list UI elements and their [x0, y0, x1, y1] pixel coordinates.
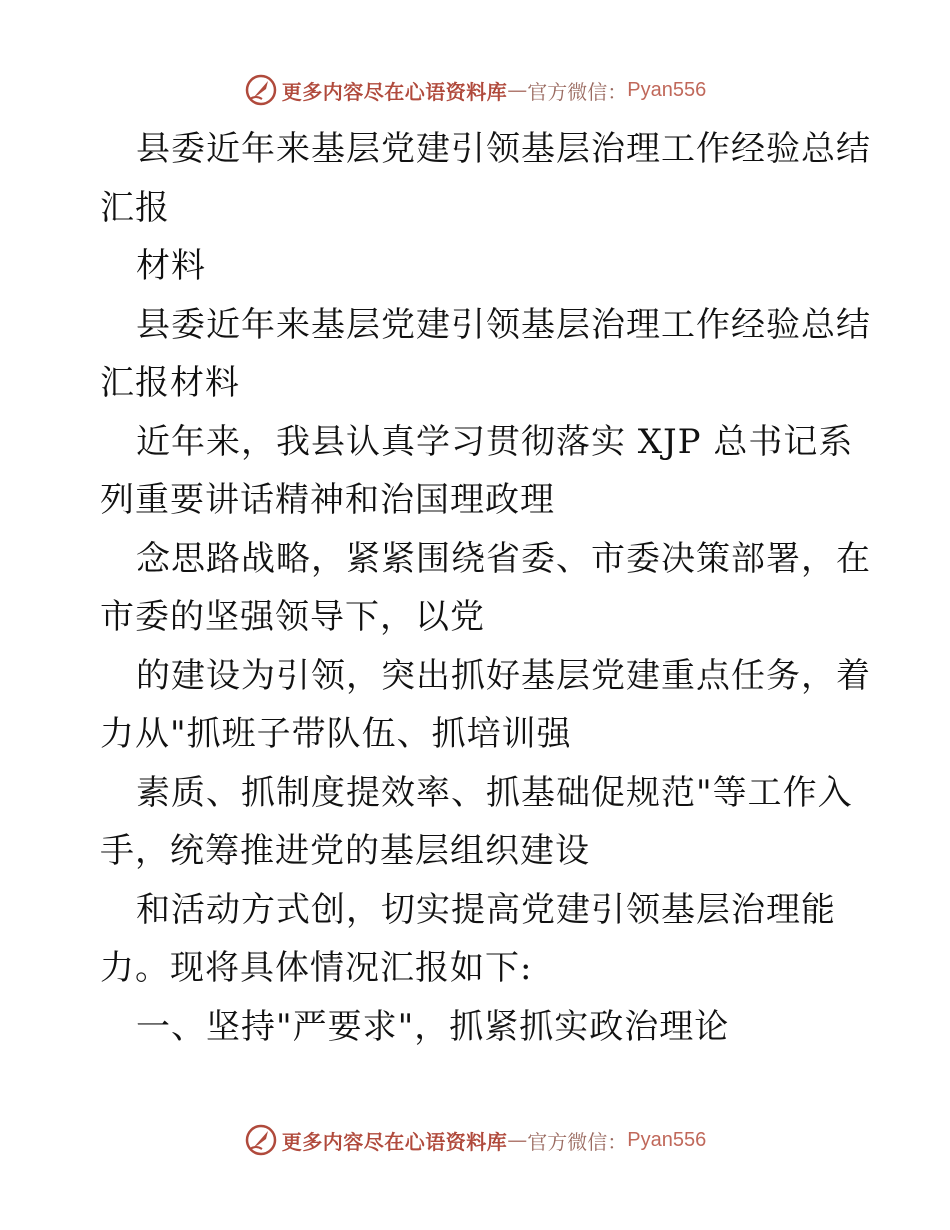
text-line: 手，统筹推进党的基层组织建设 — [100, 831, 590, 871]
text-line: 力。现将具体情况汇报如下: — [100, 948, 533, 988]
text-line: 的建设为引领，突出抓好基层党建重点任务，着 — [136, 655, 871, 696]
watermark-label: 官方微信： — [527, 79, 628, 104]
watermark-dash: — — [507, 1128, 528, 1152]
text-line: 市委的坚强领导下，以党 — [100, 597, 485, 637]
document-body — [100, 120, 871, 1056]
watermark-id: Pyan556 — [627, 78, 707, 101]
text-line: 素质、抓制度提效率、抓基础促规范"等工作入 — [136, 772, 853, 813]
text-line: 近年来，我县认真学习贯彻落实 XJP 总书记系 — [136, 421, 854, 462]
quill-logo-icon — [244, 73, 278, 107]
watermark-footer — [0, 1120, 950, 1160]
text-line: 汇报 — [100, 187, 170, 228]
text-line: 县委近年来基层党建引领基层治理工作经验总结 — [136, 304, 871, 345]
text-line: 汇报材料 — [100, 363, 240, 403]
watermark-header — [0, 70, 950, 110]
watermark-dash: — — [507, 78, 528, 102]
text-line: 念思路战略，紧紧围绕省委、市委决策部署，在 — [136, 538, 871, 579]
text-line: 和活动方式创，切实提高党建引领基层治理能 — [136, 889, 836, 930]
text-line: 列重要讲话精神和治国理政理 — [100, 480, 555, 520]
watermark-site-text: 更多内容尽在心语资料库 — [281, 1129, 508, 1154]
text-line: 县委近年来基层党建引领基层治理工作经验总结 — [136, 129, 871, 169]
watermark-site-text: 更多内容尽在心语资料库 — [281, 79, 508, 104]
text-line: 一、坚持"严要求"，抓紧抓实政治理论 — [136, 1006, 730, 1047]
text-line: 力从"抓班子带队伍、抓培训强 — [100, 714, 572, 754]
text-line: 材料 — [136, 246, 206, 286]
quill-logo-icon — [244, 1123, 278, 1157]
watermark-label: 官方微信： — [527, 1129, 628, 1154]
watermark-id: Pyan556 — [627, 1128, 707, 1151]
